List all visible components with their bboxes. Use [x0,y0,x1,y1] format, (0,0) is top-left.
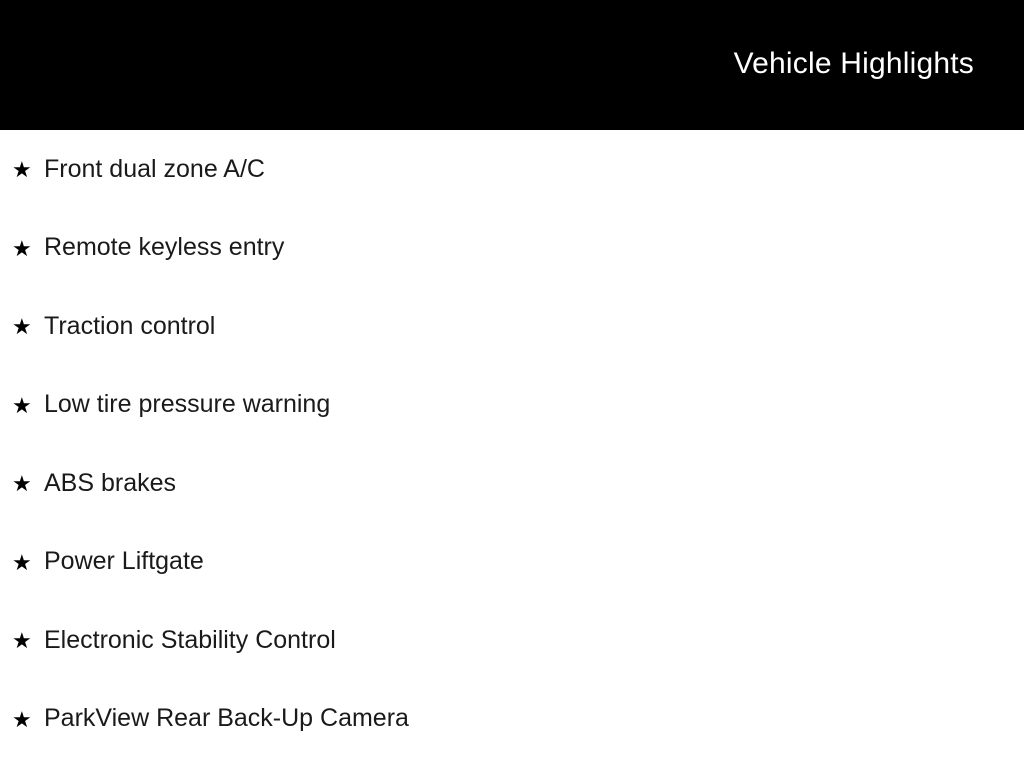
list-item [0,680,1024,759]
star-icon: ★ [12,471,32,497]
list-item-label: Power Liftgate [44,547,204,576]
star-icon: ★ [12,706,32,732]
header-bar [0,0,1024,130]
list-item-label: Remote keyless entry [44,233,285,262]
list-item-label: Front dual zone A/C [44,154,265,183]
list-item-label: Traction control [44,311,216,340]
list-item [0,209,1024,288]
star-icon: ★ [12,314,32,340]
list-item-label: ParkView Rear Back-Up Camera [44,704,409,733]
list-item [0,444,1024,523]
list-item-label: ABS brakes [44,468,177,497]
star-icon: ★ [12,235,32,261]
list-item [0,130,1024,209]
star-icon: ★ [12,392,32,418]
star-icon: ★ [12,549,32,575]
list-item [0,366,1024,445]
page-title: Vehicle Highlights [733,47,974,80]
star-icon: ★ [12,157,32,183]
list-item-label: Electronic Stability Control [44,625,336,654]
list-item-label: Low tire pressure warning [44,390,331,419]
vehicle-highlights-list [0,130,1024,758]
list-item [0,523,1024,602]
star-icon: ★ [12,628,32,654]
list-item [0,601,1024,680]
list-item [0,287,1024,366]
